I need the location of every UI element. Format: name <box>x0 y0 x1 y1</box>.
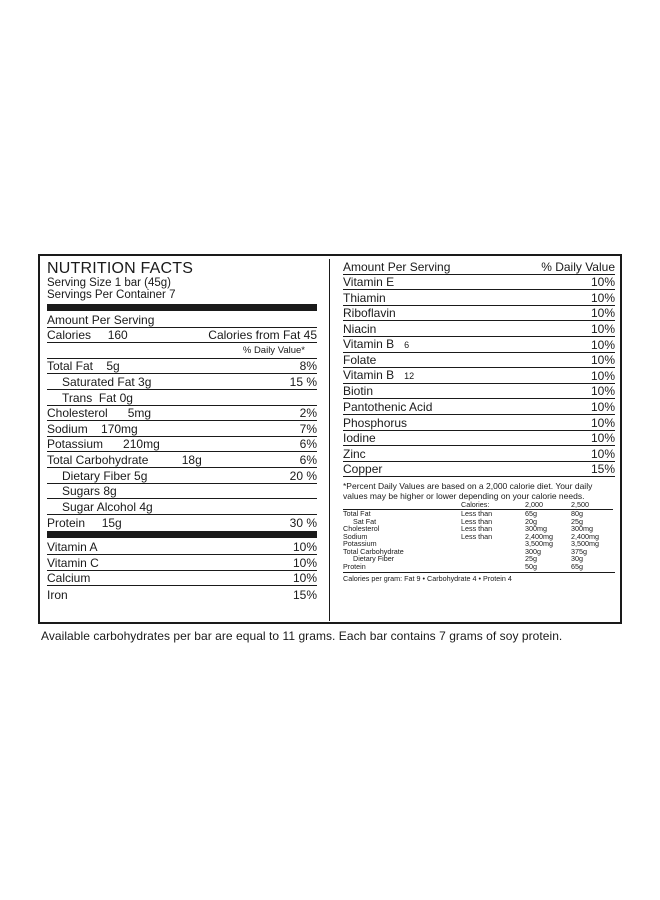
table-row: Total Fat Less than 65g 80g <box>343 508 583 518</box>
amount-per-serving-row <box>47 312 317 328</box>
vitamin-row: Thiamin 10% <box>343 290 615 305</box>
vitamin-row: Vitamin B 12 10% <box>343 367 615 383</box>
nutrient-row: Saturated Fat 3g 15 % <box>47 374 317 390</box>
table-row: Cholesterol Less than 300mg 300mg <box>343 524 593 534</box>
daily-value-footnote: *Percent Daily Values are based on a 2,000 calorie diet. Your daily values may be higher or lower depending on your calorie needs. <box>343 481 593 502</box>
daily-value-header-right: % Daily Value <box>541 259 615 274</box>
vitamin-row: Zinc 10% <box>343 446 615 461</box>
nutrient-row: Sugar Alcohol 4g <box>47 499 317 515</box>
nutrient-row: Protein 15g 30 % <box>47 516 317 531</box>
vitamin-row: Folate 10% <box>343 353 615 368</box>
thick-rule <box>47 531 317 538</box>
nutrition-left-column <box>47 260 317 602</box>
table-row: Sodium Less than 2,400mg 2,400mg <box>343 531 599 541</box>
vitamin-row: Biotin 10% <box>343 384 615 399</box>
calories-label: Calories 160 <box>47 328 128 343</box>
servings-per-container: Servings Per Container 7 <box>47 289 176 301</box>
vitamin-row: Vitamin A 10% <box>47 539 317 554</box>
nutrition-right-column <box>343 259 615 583</box>
nutrient-row: Trans Fat 0g <box>47 390 317 406</box>
vitamin-row: Iron 15% <box>47 587 317 602</box>
amount-per-serving: Amount Per Serving <box>47 312 155 327</box>
calories-from-fat: Calories from Fat 45 <box>208 328 317 343</box>
daily-value-header: % Daily Value* <box>242 344 305 356</box>
table-header: Calories: 2,000 2,500 <box>343 501 613 509</box>
vitamin-row: Phosphorus 10% <box>343 415 615 430</box>
nutrient-row: Sugars 8g <box>47 484 317 500</box>
bottom-note: Available carbohydrates per bar are equal to 11 grams. Each bar contains 7 grams of soy protein. <box>41 629 563 643</box>
table-row: Total Carbohydrate 300g 375g <box>343 546 587 556</box>
table-row: Sat Fat Less than 20g 25g <box>353 516 583 526</box>
table-row: Protein 50g 65g <box>343 562 583 572</box>
vitamin-row: Vitamin B 6 10% <box>343 336 615 352</box>
daily-values-table <box>343 501 613 570</box>
nutrition-facts-panel <box>38 254 622 624</box>
nutrient-row: Sodium 170mg 7% <box>47 421 317 436</box>
vitamin-row: Riboflavin 10% <box>343 306 615 321</box>
right-header-row <box>343 259 615 275</box>
thick-rule <box>47 304 317 311</box>
daily-value-header-row <box>47 343 317 359</box>
nutrient-row: Cholesterol 5mg 2% <box>47 406 317 421</box>
table-row: Dietary Fiber 25g 30g <box>353 554 583 564</box>
vitamin-row: Copper 15% <box>343 462 615 477</box>
table-row: Potassium 3,500mg 3,500mg <box>343 539 599 549</box>
vitamin-row: Iodine 10% <box>343 431 615 446</box>
nutrient-row: Potassium 210mg 6% <box>47 437 317 452</box>
vitamin-row: Vitamin C 10% <box>47 555 317 570</box>
nutrient-row: Total Fat 5g 8% <box>47 359 317 374</box>
vitamin-row: Vitamin E 10% <box>343 275 615 290</box>
calories-row <box>47 328 317 344</box>
vitamin-row: Niacin 10% <box>343 321 615 336</box>
vitamin-row: Pantothenic Acid 10% <box>343 399 615 414</box>
serving-size: Serving Size 1 bar (45g) <box>47 277 172 289</box>
column-divider <box>329 259 330 621</box>
nutrient-row: Total Carbohydrate 18g 6% <box>47 452 317 467</box>
label-title: NUTRITION FACTS <box>47 260 194 277</box>
nutrient-row: Dietary Fiber 5g 20 % <box>47 468 317 484</box>
amount-per-serving-right: Amount Per Serving <box>343 259 451 274</box>
calories-per-gram: Calories per gram: Fat 9 • Carbohydrate 4 • Protein 4 <box>343 572 615 583</box>
vitamin-row: Calcium 10% <box>47 571 317 586</box>
